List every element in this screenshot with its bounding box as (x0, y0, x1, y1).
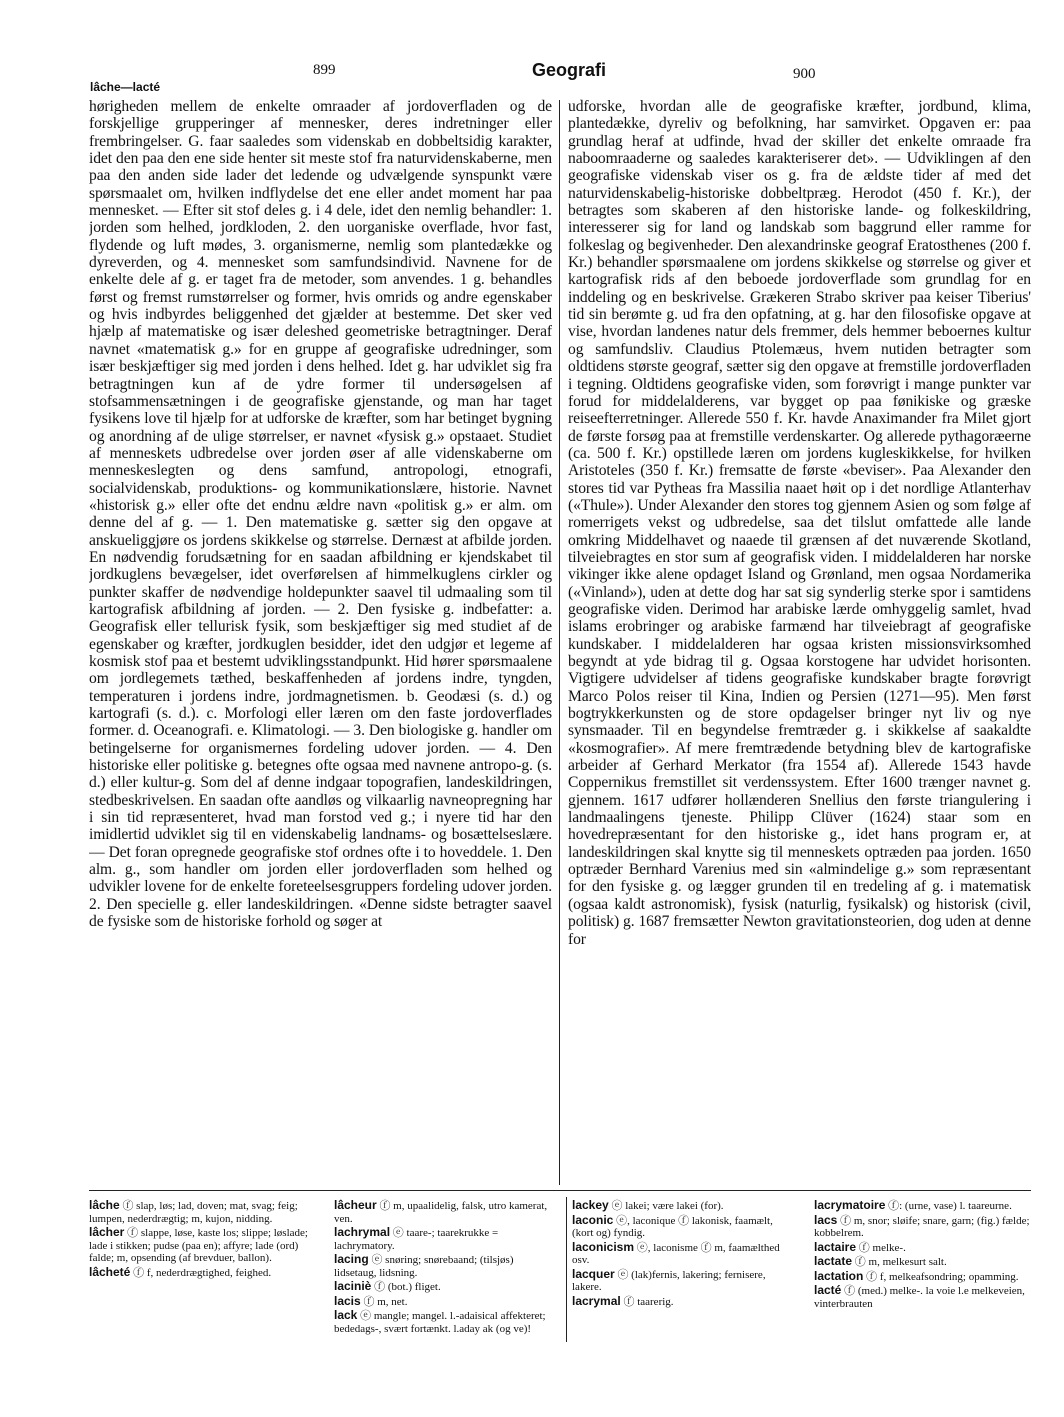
entry-definition: ⓕ (med.) melke-. la voie l.e melkeveien, vinterbrauten (814, 1285, 1025, 1310)
dictionary-entry (334, 1295, 556, 1309)
column-divider (559, 100, 560, 1185)
entry-term: laconicism (572, 1239, 635, 1254)
dictionary-divider (566, 1197, 567, 1342)
entry-definition: ⓕ (bot.) fliget. (371, 1281, 441, 1293)
dictionary-entry (89, 1226, 311, 1265)
entry-definition: ⓕ melke-. (856, 1241, 906, 1254)
dictionary-entry (814, 1199, 1032, 1213)
entry-definition: ⓕ m, upaalidelig, falsk, utro kamerat, ven. (334, 1200, 548, 1225)
entry-definition: ⓔ mangle; mangel. l.-adaisical affekteret; bededags-, svært fortænkt. l.aday ak (og ve)! (334, 1310, 546, 1335)
entry-definition: ⓔ, laconique ⓕ lakonisk, faamælt, (kort og) fyndig. (572, 1214, 773, 1239)
entry-term: lacrymal (572, 1293, 621, 1308)
dictionary-entry (572, 1214, 794, 1240)
entry-definition: ⓔ lakei; være lakei (for). (608, 1200, 724, 1212)
entry-term: lack (334, 1308, 358, 1322)
footer-rule (89, 1190, 1031, 1191)
guideword: lâche—lacté (90, 80, 161, 94)
entry-definition: ⓕ slap, løs; lad, doven; mat, svag; feig; lumpen, nederdrægtig; m, kujon, nidding. (89, 1200, 298, 1225)
entry-term: lâcheté (89, 1264, 131, 1279)
dictionary-entry (572, 1199, 794, 1213)
dictionary-entry (814, 1255, 1032, 1269)
entry-definition: ⓕ m, snor; sløife; snare, garn; (fig.) fælde; kobbelrem. (814, 1214, 1030, 1239)
entry-definition: ⓕ f, melkeafsondring; opamming. (863, 1270, 1019, 1283)
entry-definition: ⓕ m, melkesurt salt. (852, 1256, 947, 1268)
dictionary-entry (334, 1280, 556, 1294)
entry-term: lacté (814, 1283, 842, 1297)
entry-term: lachrymal (334, 1225, 391, 1239)
dictionary-column-1 (89, 1199, 311, 1344)
entry-definition: ⓔ snøring; snørebaand; (tilsjøs) lidsetaug, lidsning. (334, 1254, 514, 1279)
entry-term: lacing (334, 1252, 369, 1266)
entry-term: lâcheur (334, 1199, 377, 1212)
entry-definition: ⓕ slappe, løse, kaste los; slippe; løslade; lade i stikken; pudse (paa en); affyre; lade (ord) falde; m, opsending (af brevduer, ballon). (89, 1227, 308, 1264)
dictionary-entry (572, 1241, 794, 1267)
entry-term: laciniè (334, 1279, 372, 1293)
dictionary-entry (814, 1241, 1032, 1255)
entry-term: laconic (572, 1212, 614, 1227)
dictionary-entry (89, 1266, 311, 1280)
dictionary-column-3 (572, 1199, 794, 1344)
dictionary-column-4 (814, 1199, 1032, 1344)
article-column-left: hørigheden mellem de enkelte omraader af jordoverfladen og de forskjellige grupperinger af mennesker, deres indretninger eller frembringelser. G. faar saaledes som videnskab en dobbeltsidig karakter, idet den paa den ene side henter sit meste stof fra naturvidenskaberne, men paa den anden side lader det ledende og udvælgende synspunkt være spørsmaalet om, hvilken indflydelse det ene eller andet moment har paa mennesket. — Efter sit stof deles g. i 4 dele, idet den nemlig behandler: 1. jorden som helhed, jordkloden, 2. den uorganiske overflade, hvor fast, flydende og luft mødes, 3. organismerne, nemlig som plantedække og dyreverden, og 4. mennesket som samfundsindivid. Navnene for de enkelte dele af g. er taget fra de metoder, som anvendes. 1 g. behandles først og fremst rumstørrelser og former, hvis omrids og andre egenskaber og hvis indbyrdes beliggenhed det gjælder at bestemme. Det sker ved hjælp af matematiske og især deleshed geometriske betragtninger. Deraf navnet «matematisk g.» for en gruppe af geografiske udredninger, som især beskjæftiger sig med jorden i dens helhed. Idet g. har udviklet sig fra betragtningen kun af de ydre former til undersøgelsen af stofsammensætningen i de geografiske gjenstande, og man har taget fysikens love til hjælp for at udforske de kræfter, som har betinget bygning og anordning af de ulige størrelser, er navnet «fysisk g.» opstaaet. Studiet af menneskets udbredelse over jorden øser af alle videnskaberne om menneskeslegten og dens samfund, antropologi, etnografi, socialvidenskab, produktions- og kommunikationslære, historie. Navnet «historisk g.» eller ofte det endnu ældre navn «politisk g.» er alm. om denne del af g. — 1. Den matematiske g. sætter sig den opgave at anskueliggjøre os jordens skikkelse og størrelse. Dernæst at afbilde jorden. En nødvendig forudsætning for en saadan afbildning er kjendskabet til jordkuglens bevægelser, idet overførelsen af himmelkuglens cirkler og punkter skaffer de nødvendige holdepunkter saavel til udmaaling som til kartografisk afbildning af jorden. — 2. Den fysiske g. indbefatter: a. Geografisk eller tellurisk fysik, som beskjæftiger sig med studiet af de egenskaber og kræfter, jordkuglen besidder, idet den udgjør et legeme af kosmisk stof paa et bestemt udviklingsstandpunkt. Hid hører spørsmaalene om jordlegemets tæthed, beskaffenheden af jordens indre, tyngden, temperaturen i jordens indre, jordmagnetismen. b. Geodæsi (s. d.) og kartografi (s. d.). c. Morfologi eller læren om den faste jordoverflades former. d. Oceanografi. e. Klimatologi. — 3. Den biologiske g. handler om betingelserne for organismernes fordeling udover jorden. — 4. Den historiske eller politiske g. betegnes ofte ogsaa med navnene antropo-g. (s. d.) eller kultur-g. Som del af denne indgaar topografien, landeskildringen, stedbeskrivelsen. En saadan ofte aandløs og vilkaarlig navneopregning har i sin tid repræsenteret, hvad man forstod ved g.; i nyere tid har den imidlertid udviklet sig til en videnskabelig landnams- og bosættelseslære. — Det foran opregnede geografiske stof ordnes ofte i to hoveddele. 1. Den alm. g., som handler om jorden eller jordoverfladen som helhed og udvikler lovene for de enkelte foreteelsesgruppers fordeling udover jorden. 2. Den specielle g. eller landeskildringen. «Denne sidste betragter saavel de fysiske som de historiske forhold og søger at (89, 98, 552, 931)
dictionary-entry (572, 1268, 794, 1294)
entry-term: lacrymatoire (814, 1199, 886, 1212)
entry-term: lacis (334, 1293, 361, 1308)
entry-term: lâcher (89, 1225, 125, 1239)
dictionary-entry (572, 1295, 794, 1309)
dictionary-column-2 (334, 1199, 556, 1344)
dictionary-entry (334, 1199, 556, 1225)
entry-definition: ⓔ (lak)fernis, lakering; fernisere, lakere. (572, 1268, 766, 1293)
dictionary-entry (334, 1226, 556, 1252)
entry-term: lackey (572, 1199, 609, 1212)
entry-term: lacs (814, 1212, 838, 1227)
entry-definition: ⓕ: (urne, vase) l. taareurne. (885, 1200, 1012, 1212)
dictionary-entry (814, 1270, 1032, 1284)
page-title: Geografi (532, 60, 607, 80)
dictionary-entry (89, 1199, 311, 1225)
entry-term: lactation (814, 1268, 864, 1283)
article-column-right: udforske, hvordan alle de geografiske kræfter, jordbund, klima, plantedække, dyreliv og befolkning, har samvirket. Opgaven er: paa grundlag heraf at udfinde, hvad der skiller det enkelte omraade fra naboomraaderne og saaledes karakteriserer det». — Udviklingen af den geografiske videnskab viser os g. fra de ældste tider af med det naturvidenskabelig-historiske dobbeltpræg. Herodot (450 f. Kr.), der betragtes som skaberen af den historiske lande- og folkeskildring, interesserer sig for land og landskab som baggrund eller ramme for folkeslag og begivenheder. Den alexandrinske geograf Eratosthenes (200 f. Kr.) behandler spørsmaalene om jordens skikkelse og størrelse og giver et kartografisk rids af den beboede jordoverflade som grundlag for en inddeling og en beskrivelse. Grækeren Strabo skriver paa keiser Tiberius' tid sin berømte g. ud fra den opfatning, at g. har den filosofiske opgave at vise, hvordan landenes natur dels fremmer, dels hemmer beboernes kultur og samfundsliv. Claudius Ptolemæus, hvem nutiden betragter som oldtidens største geograf, sætter sig den opgave at fremstille jordoverfladen i tegning. Oldtidens geografiske viden, som forøvrigt i mange punkter var forud for middelalderens, var bygget op paa fønikiske og græske reiseefterretninger. Allerede 550 f. Kr. havde Anaximander fra Milet gjort de første forsøg paa at fremstille verdenskarter. Og allerede pythagoræerne (ca. 500 f. Kr.) opstillede læren om jordens kugleskikkelse, for hvilken Aristoteles (350 f. Kr.) fremsatte de første «beviser». Paa Alexander den stores tid var Pytheas fra Massilia naaet høit op i det nordlige Atlanterhav («Thule»). Under Alexander den stores tog gjennem Asien og som følge af romerrigets vekst og udbredelse, saa det tilslut omfattede alle lande omkring Middelhavet og naaede til grænsen af det nuværende Skotland, tilveiebragtes en stor sum af geografisk viden. I middelalderen har norske vikinger ikke alene opdaget Island og Grønland, men ogsaa Nordamerika («Vinland»), uden at dette dog har sat sig synderlig sterke spor i samtidens geografiske viden. Derimod har arabiske lærde omhyggelig samlet, hvad islams erobringer og arabiske farmænd har tilveiebragt af geografiske kundskaber. I middelalderen har ogsaa kristen missionsvirksomhed begyndt at yde bidrag til g. Ogsaa korstogene har udvidet horisonten. Vigtigere udvidelser af tidens geografiske kundskaber bragte forøvrigt Marco Polos reiser til Kina, Indien og Persien (1271—95). Men først bogtrykkerkunsten og de store opdagelser bringer nyt liv og nye synsmaader. Til en begyndelse fremtræder g. i skikkelse af saakaldte «kosmografier». Af mere fremtrædende betydning blev de kartografiske arbeider af Gerhard Merkator (fra 1554 af). Allerede 1543 havde Coppernikus fremstillet sit verdenssystem. Efter 1600 trænger navnet g. gjennem. 1617 udfører hollænderen Snellius den første triangulering i landmaalingens tjeneste. Philipp Clüver (1624) staar som en hovedrepræsentant for den historiske g., idet hans program er, at landeskildringen skal knytte sig til menneskets optræden paa jorden. 1650 optræder Bernhard Varenius med sin «almindelige g.» som repræsentant for den fysiske g. og lægger grunden til en tredeling af g. i matematisk (ogsaa kaldt astronomisk), fysisk (naturlig, fysikalsk) og historisk (civil, politisk) g. 1687 fremsætter Newton gravitationsteorien, dog uden at denne for (568, 98, 1031, 948)
entry-term: lacquer (572, 1266, 615, 1281)
dictionary-entry (334, 1309, 556, 1335)
entry-term: lâche (89, 1199, 120, 1212)
entry-definition: ⓕ f, nederdrægtighed, feighed. (130, 1266, 272, 1279)
entry-definition: ⓕ m, net. (360, 1295, 408, 1308)
entry-term: lactate (814, 1254, 853, 1268)
page-number-left: 899 (313, 62, 336, 78)
entry-definition: ⓕ taarerig. (620, 1295, 674, 1308)
page-number-right: 900 (793, 66, 816, 82)
entry-definition: ⓔ, laconisme ⓕ m, faamælthed osv. (572, 1241, 780, 1266)
dictionary-entry (814, 1284, 1032, 1310)
dictionary-entry (334, 1253, 556, 1279)
entry-definition: ⓔ taare-; taarekrukke = lachrymatory. (334, 1227, 499, 1252)
dictionary-entry (814, 1214, 1032, 1240)
entry-term: lactaire (814, 1239, 857, 1254)
